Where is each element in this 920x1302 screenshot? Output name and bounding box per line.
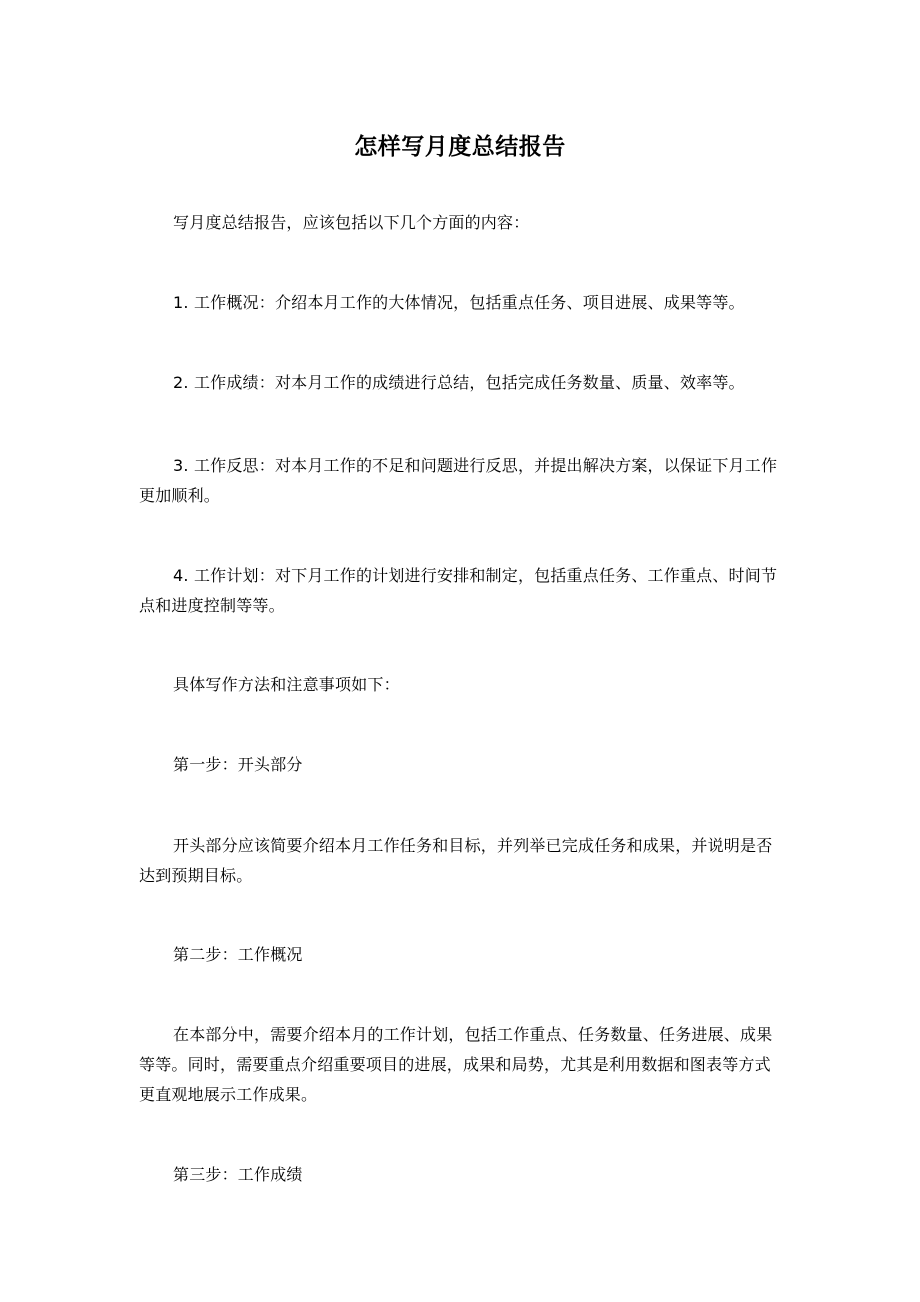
step-two-paragraph: 在本部分中，需要介绍本月的工作计划，包括工作重点、任务数量、任务进展、成果等等。同时，需要重点介绍重要项目的进展，成果和局势，尤其是利用数据和图表等方式更直观地展示工作成果。 (139, 1025, 773, 1104)
methods-intro-paragraph: 具体写作方法和注意事项如下： (173, 675, 400, 694)
intro-paragraph: 写月度总结报告，应该包括以下几个方面的内容： (173, 213, 530, 232)
step-one-heading: 第一步：开头部分 (173, 755, 303, 774)
list-item-work-plan: 4. 工作计划：对下月工作的计划进行安排和制定，包括重点任务、工作重点、时间节点和进度控制等等。 (139, 566, 778, 615)
step-one-paragraph: 开头部分应该简要介绍本月工作任务和目标，并列举已完成任务和成果，并说明是否达到预期目标。 (139, 836, 773, 885)
step-two-heading: 第二步：工作概况 (173, 945, 303, 964)
step-three-heading: 第三步：工作成绩 (173, 1165, 303, 1184)
list-item-work-overview: 1. 工作概况：介绍本月工作的大体情况，包括重点任务、项目进展、成果等等。 (173, 293, 745, 312)
list-item-work-achievements: 2. 工作成绩：对本月工作的成绩进行总结，包括完成任务数量、质量、效率等。 (173, 373, 745, 392)
document-title: 怎样写月度总结报告 (354, 134, 566, 160)
list-item-work-reflection: 3. 工作反思：对本月工作的不足和问题进行反思，并提出解决方案，以保证下月工作更加顺利。 (139, 456, 778, 505)
